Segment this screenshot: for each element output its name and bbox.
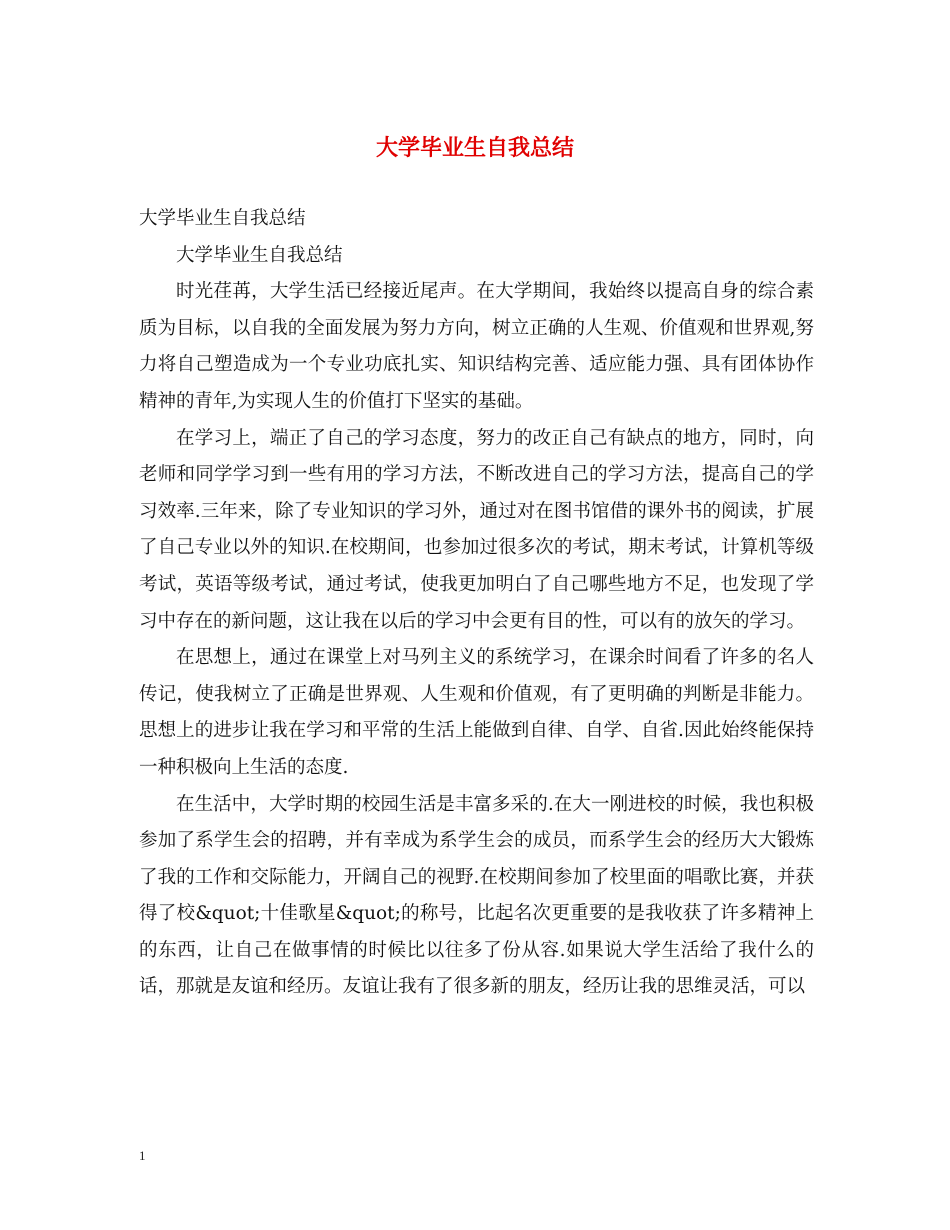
document-title: 大学毕业生自我总结 [375, 135, 574, 161]
page-number: 1 [139, 1148, 146, 1163]
body-heading: 大学毕业生自我总结 [139, 208, 306, 229]
paragraph-study: 在学习上，端正了自己的学习态度，努力的改正自己有缺点的地方，同时，向老师和同学学习到一些有用的学习方法，不断改进自己的学习方法，提高自己的学习效率.三年来，除了专业知识的学习外，通过对在图书馆借的课外书的阅读，扩展了自己专业以外的知识.在校期间，也参加过很多次的考试，期末考试，计算机等级考试，英语等级考试，通过考试，使我更加明白了自己哪些地方不足，也发现了学习中存在的新问题，这让我在以后的学习中会更有目的性，可以有的放矢的学习。 [139, 427, 814, 632]
paragraph-thought: 在思想上，通过在课堂上对马列主义的系统学习，在课余时间看了许多的名人传记，使我树立了正确是世界观、人生观和价值观，有了更明确的判断是非能力。思想上的进步让我在学习和平常的生活上能做到自律、自学、自省.因此始终能保持一种积极向上生活的态度. [139, 647, 814, 778]
body-subheading: 大学毕业生自我总结 [176, 244, 343, 266]
document-body [139, 201, 814, 1006]
paragraph-intro: 时光荏苒，大学生活已经接近尾声。在大学期间，我始终以提高自身的综合素质为目标，以自我的全面发展为努力方向，树立正确的人生观、价值观和世界观,努力将自己塑造成为一个专业功底扎实、知识结构完善、适应能力强、具有团体协作精神的青年,为实现人生的价值打下坚实的基础。 [139, 281, 814, 412]
paragraph-life: 在生活中，大学时期的校园生活是丰富多采的.在大一刚进校的时候，我也积极参加了系学生会的招聘，并有幸成为系学生会的成员，而系学生会的经历大大锻炼了我的工作和交际能力，开阔自己的视野.在校期间参加了校里面的唱歌比赛，并获得了校&quot;十佳歌星&quot;的称号，比起名次更重要的是我收获了许多精神上的东西，让自己在做事情的时候比以往多了份从容.如果说大学生活给了我什么的话，那就是友谊和经历。友谊让我有了很多新的朋友，经历让我的思维灵活，可以 [139, 793, 814, 998]
